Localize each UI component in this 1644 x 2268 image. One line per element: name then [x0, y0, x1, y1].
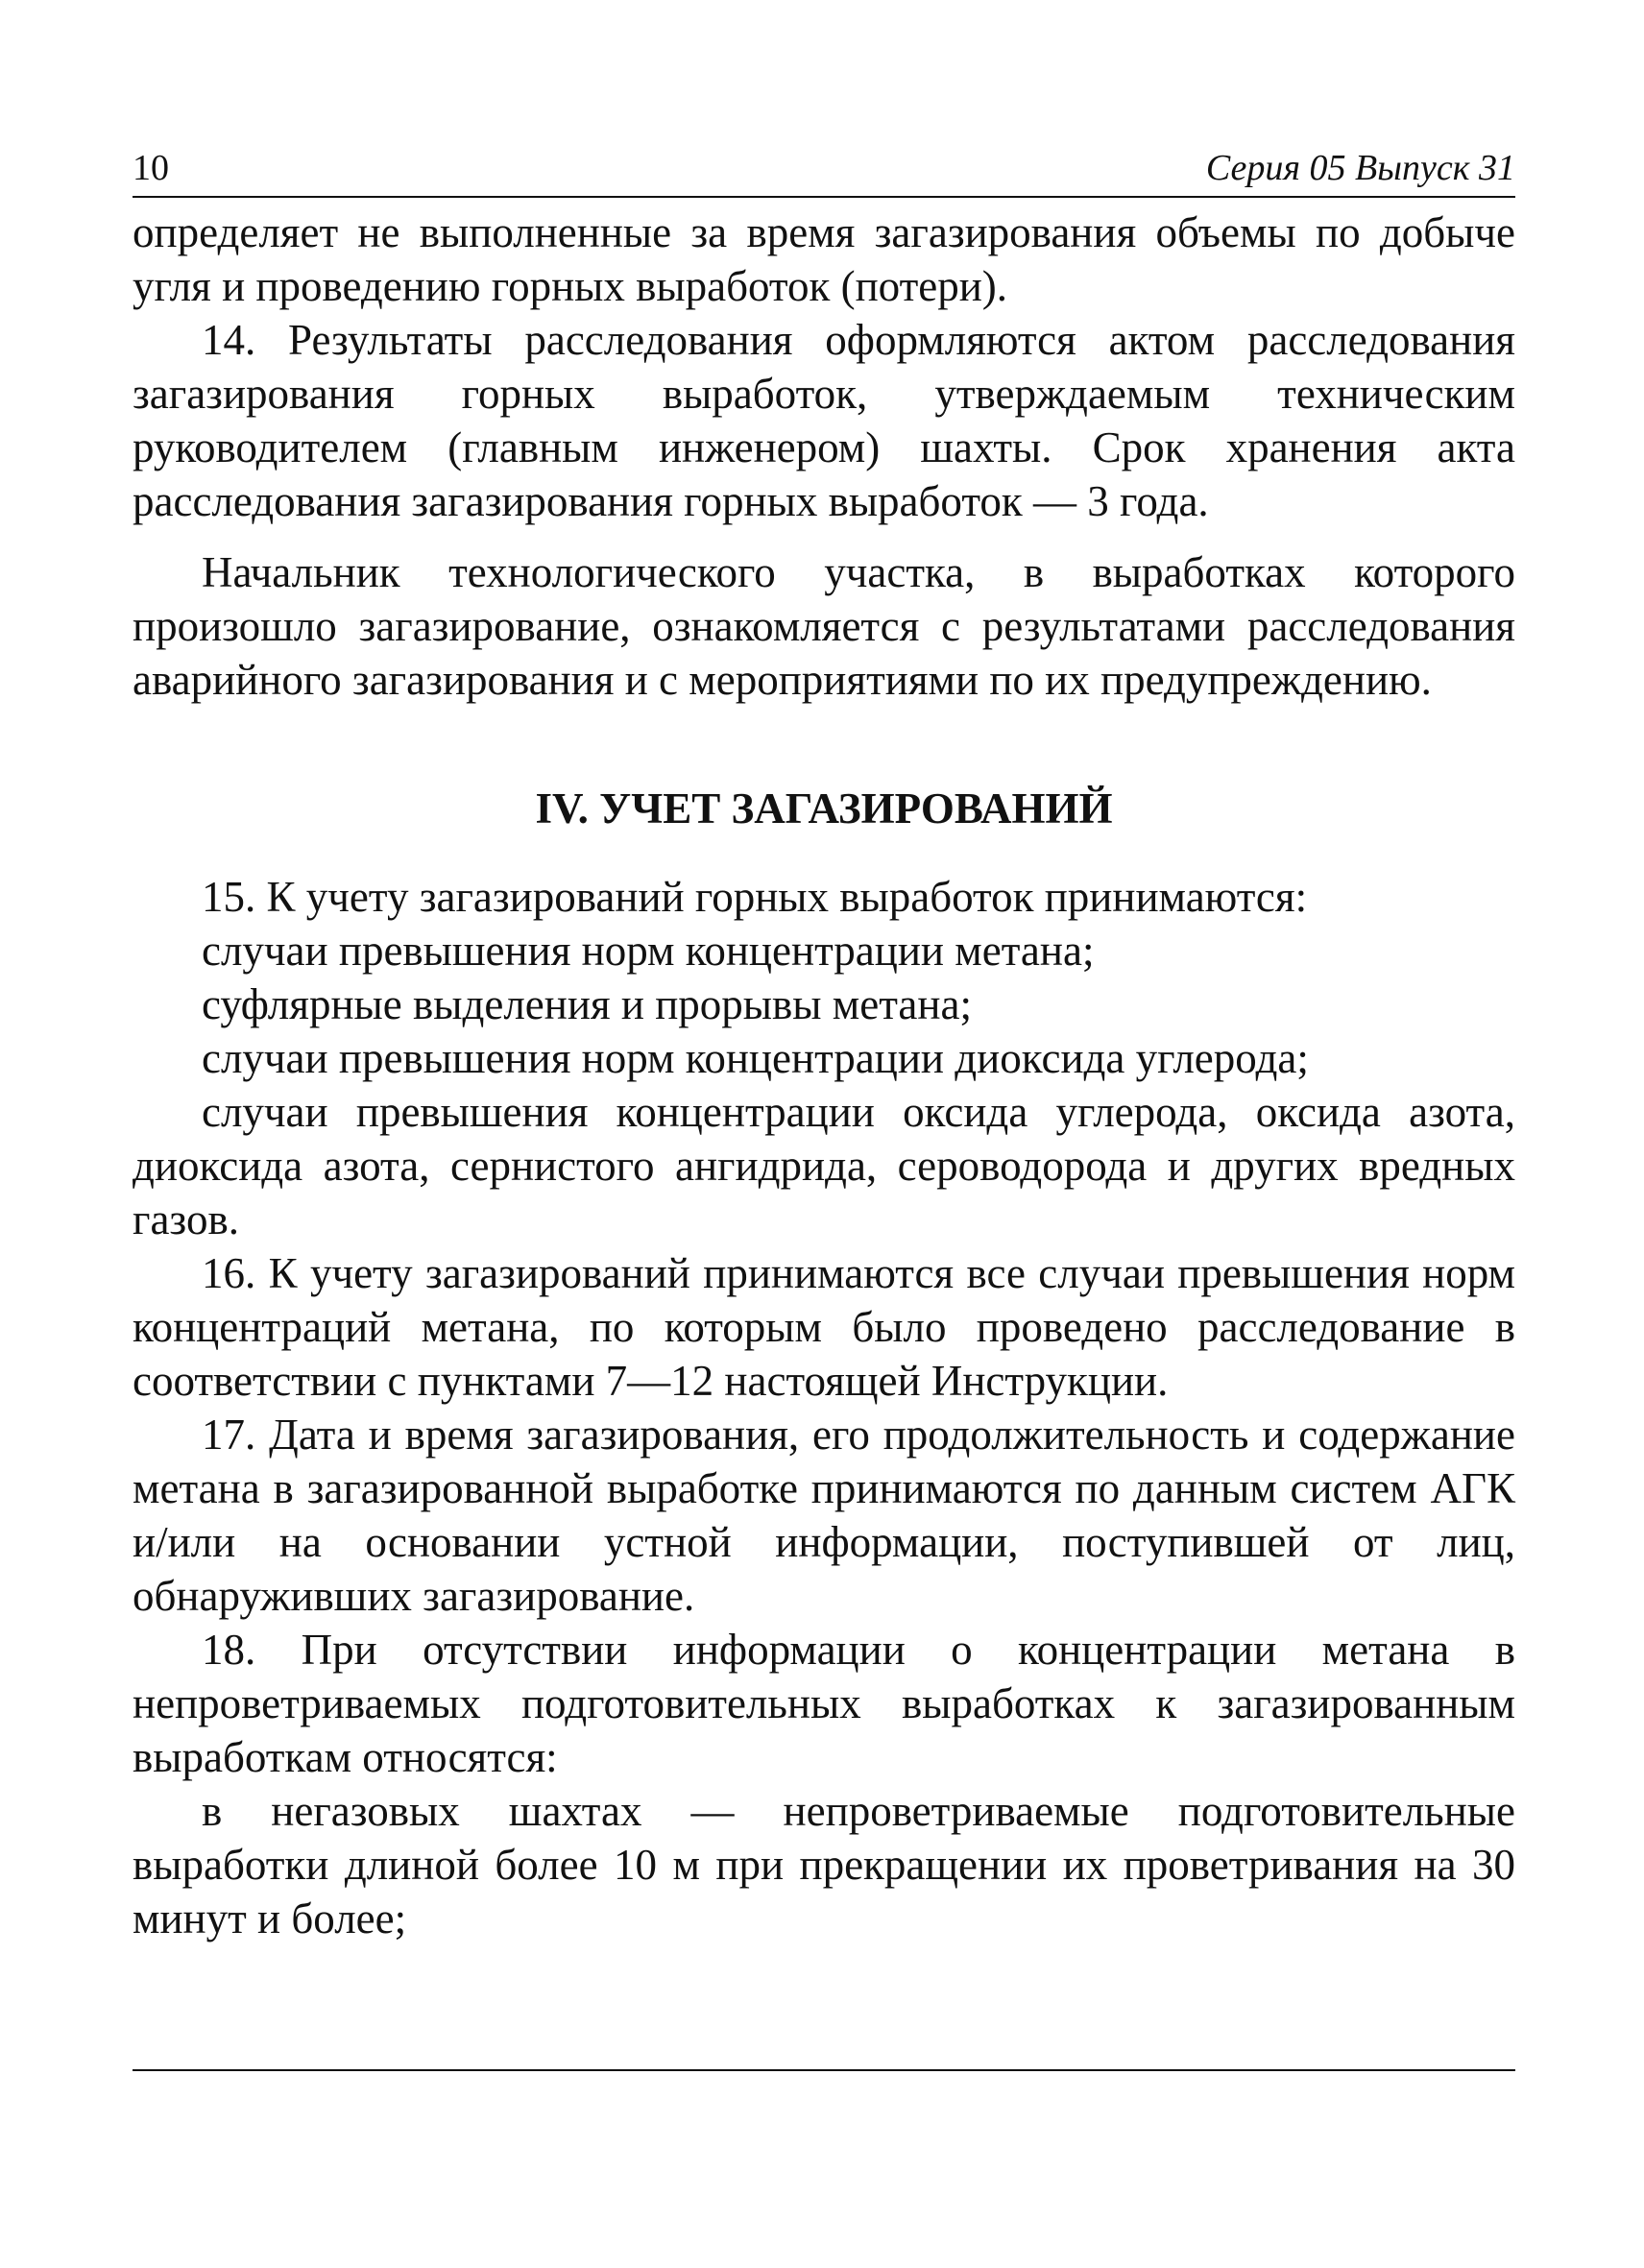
paragraph-item-18: 18. При отсутствии информации о концентрации метана в непроветриваемых подготовительных выработках к загазированным выработкам относятся: [133, 1626, 1515, 1781]
paragraph-item-17: 17. Дата и время загазирования, его продолжительность и содержание метана в загазированной выработке принимаются по данным систем АГК и/или на основании устной информации, поступившей от лиц, обнаруживших загазирование. [133, 1411, 1515, 1620]
paragraph-item-15: 15. К учету загазирований горных выработок принимаются: [202, 873, 1308, 921]
series-label: Серия 05 Выпуск 31 [1205, 148, 1515, 188]
page-header [133, 144, 1515, 198]
paragraph-continuation: определяет не выполненные за время загазирования объемы по добыче угля и проведению горных выработок (потери). [133, 208, 1515, 310]
paragraph-chief: Начальник технологического участка, в выработках которого произошло загазирование, ознакомляется с результатами расследования аварийного загазирования и с мероприятиями по их предупреждению. [133, 548, 1515, 704]
list-item: случаи превышения норм концентрации метана; [202, 927, 1095, 975]
document-body [133, 205, 1515, 1945]
section-title: IV. УЧЕТ ЗАГАЗИРОВАНИЙ [535, 784, 1113, 832]
paragraph-item-14: 14. Результаты расследования оформляются актом расследования загазирования горных выработок, утверждаемым техническим руководителем (главным инженером) шахты. Срок хранения акта расследования загазирования горных выработок — 3 года. [133, 316, 1515, 525]
list-item: случаи превышения концентрации оксида углерода, оксида азота, диоксида азота, сернистого ангидрида, сероводорода и других вредных газов. [133, 1088, 1515, 1243]
page-number: 10 [133, 148, 169, 188]
document-page [133, 144, 1515, 1945]
paragraph-gap [133, 528, 1515, 545]
footer-rule [133, 2069, 1515, 2071]
list-item: случаи превышения норм концентрации диоксида углерода; [202, 1034, 1309, 1082]
list-item: в негазовых шахтах — непроветриваемые подготовительные выработки длиной более 10 м при прекращении их проветривания на 30 минут и более; [133, 1787, 1515, 1942]
paragraph-item-16: 16. К учету загазирований принимаются все случаи превышения норм концентраций метана, по которым было проведено расследование в соответствии с пунктами 7—12 настоящей Инструкции. [133, 1249, 1515, 1405]
list-item: суфлярные выделения и прорывы метана; [202, 980, 972, 1028]
